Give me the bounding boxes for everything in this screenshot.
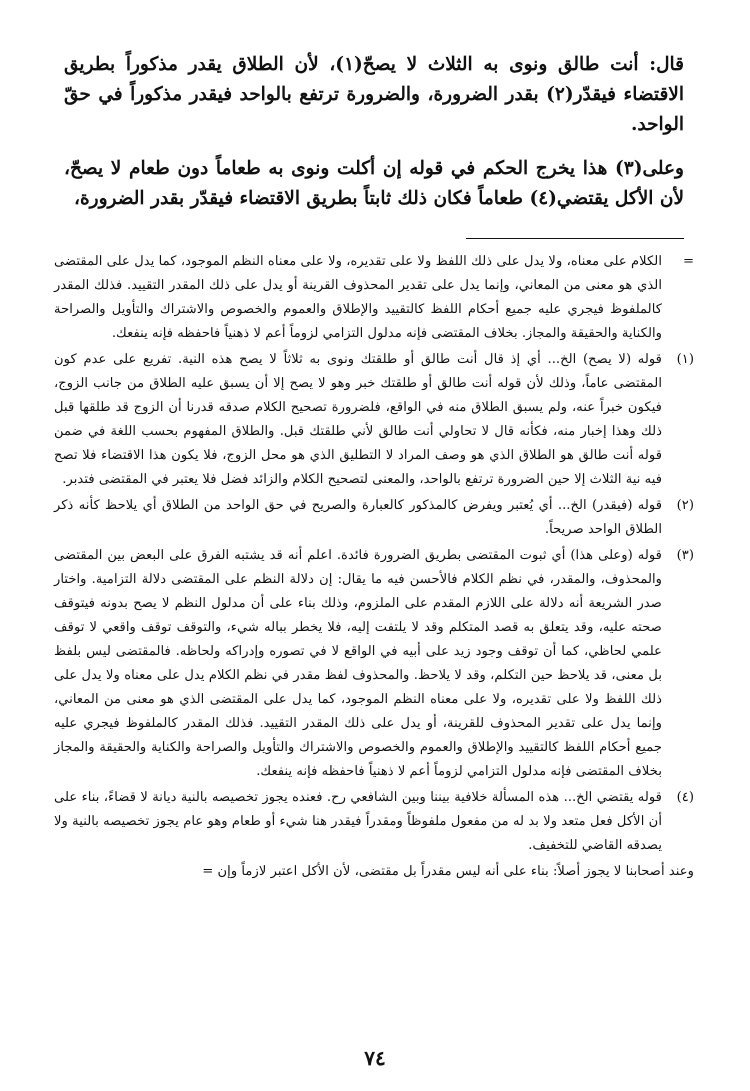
footnote-number: (٣) (676, 548, 694, 563)
footnote-separator (466, 238, 684, 239)
footnote-text: الكلام على معناه، ولا يدل على ذلك اللفظ ولا على تقديره، ولا على معناه النظم الموجود، كما يدل على المقتضى الذي هو معنى من المعاني، وإنما يدل على تقدير المحذوف القرينة أو يدل على ذلك المقدر التقييد. فذلك المقدر كالملفوظ فيجري عليه جميع أحكام اللفظ كالتقييد والإطلاق والعموم والخصوص والاشتراك والتأويل والصراحة والكناية والحقيقة والمجاز. بخلاف المقتضى فإنه مدلول التزامي لزوماً أعم لا ذهنياً فاحفظه فإنه ينفعك. (54, 254, 662, 341)
footnote-text: وعند أصحابنا لا يجوز أصلاً: بناء على أنه ليس مقدراً بل مقتضى، لأن الأكل اعتبر لازماً وإن = (202, 864, 694, 879)
footnote-number: (٤) (676, 790, 694, 805)
footnote-4 (54, 786, 694, 858)
footnote-number: (٢) (676, 498, 694, 513)
footnote-4-continuation (54, 860, 694, 884)
footnote-continued (54, 250, 694, 346)
footnote-text: قوله يقتضي الخ... هذه المسألة خلافية بيننا وبين الشافعي رح. فعنده يجوز تخصيصه بالنية ديانة لا قضاءً، بناء على أن الأكل فعل متعد ولا بد له من مفعول ملفوظاً ومقدراً فيقدر هنا شيء أو طعام وهو عام يجوز تخصيصه بالنية ولا يصدقه القاضي للتخفيف. (54, 790, 662, 853)
footnote-number: (١) (676, 352, 694, 367)
main-paragraph-2: وعلى(٣) هذا يخرج الحكم في قوله إن أكلت ونوى به طعاماً دون طعام لا يصحّ، لأن الأكل يقتضي(٤) طعاماً فكان ذلك ثابتاً بطريق الاقتضاء فيقدّر بقدر الضرورة، (64, 158, 684, 209)
footnote-2 (54, 494, 694, 542)
page-number: ٧٤ (364, 1046, 386, 1070)
footnote-text: قوله (وعلى هذا) أي ثبوت المقتضى بطريق الضرورة فائدة. اعلم أنه قد يشتبه الفرق على البعض بين المقتضى والمحذوف، والمقدر، في نظم الكلام فالأحسن فيه ما يقال: إن دلالة النظم على المقتضى دلالة التزامية. واختار صدر الشريعة أنه دلالة على اللازم المقدم على الملزوم، وذلك بناء على أن مدلول النظم لا يصح بدونه فيتوقف صحته عليه، وقد يتعلق به قصد المتكلم وقد لا يلتفت إليه، فلا يخطر بباله شيء، والتوقف توقف واقعي لا توقف علمي لحاظي، كما أن توقف وجود زيد على أبيه في الواقع لا في تصوره وإدراكه ولحاظه. فالمقتضى ليس بلفظ بل معنى، قد يلاحظ حين التكلم، وقد لا يلاحظ. والمحذوف لفظ مقدر في نظم الكلام يدل على معناه ولا يدل على ذلك اللفظ ولا على تقديره، ولا على معناه النظم الموجود، كما يدل على المقتضى الذي هو معنى من المعاني، وإنما يدل على تقدير المحذوف للقرينة، أو يدل على ذلك المقدر التقييد. فذلك المقدر كالملفوظ فيجري عليه جميع أحكام اللفظ كالتقييد والإطلاق والعموم والخصوص والاشتراك والتأويل والصراحة والكناية والحقيقة والمجاز بخلاف المقتضى فإنه مدلول التزامي لزوماً أعم لا ذهنياً فاحفظه فإنه ينفعك. (54, 548, 662, 779)
main-text (64, 50, 684, 228)
footnote-text: قوله (لا يصح) الخ... أي إذ قال أنت طالق أو طلقتك ونوى به ثلاثاً لا يصح هذه النية. تفريع على عدم كون المقتضى عاماً، وذلك لأن قوله أنت طالق أو طلقتك خبر وهو لا يصح إلا أن يسبق عليه الطلاق من جانب الزوج، فيكون خبراً عنه، ولم يسبق الطلاق منه في الواقع، فلضرورة تصحيح الكلام صدقه قدرنا أن الزوج قد طلقها قبل ذلك وهذا إخبار منه، فكأنه قال لا تحاولي أنت طالق لأني طلقتك قبل. والطلاق المفهوم بحسب اللغة في ضمن قوله أنت طالق هو الطلاق الذي هو وصف المراد لا التطليق الذي هو محل الزوج، فلا يكون هذا الاقتضاء فلا تصح فيه نية الثلاث إلا حين الضرورة ترتفع بالواحد، والمعنى لتصحيح الكلام والزائد فضل فلا يعتبر في المقتضى فتدبر. (54, 352, 662, 487)
footnote-1 (54, 348, 694, 492)
footnotes (54, 250, 694, 886)
footnote-text: قوله (فيقدر) الخ... أي يُعتبر ويفرض كالمذكور كالعبارة والصريح في حق الواحد من الطلاق أي يلاحظ كأنه ذكر الطلاق الواحد صريحاً. (54, 498, 662, 537)
continuation-marker: = (682, 254, 694, 269)
main-paragraph-1: قال: أنت طالق ونوى به الثلاث لا يصحّ(١)، لأن الطلاق يقدر مذكوراً بطريق الاقتضاء فيقدّر(٢) بقدر الضرورة، والضرورة ترتفع بالواحد فيقدر مذكوراً في حقّ الواحد. (64, 54, 685, 135)
footnote-3 (54, 544, 694, 784)
